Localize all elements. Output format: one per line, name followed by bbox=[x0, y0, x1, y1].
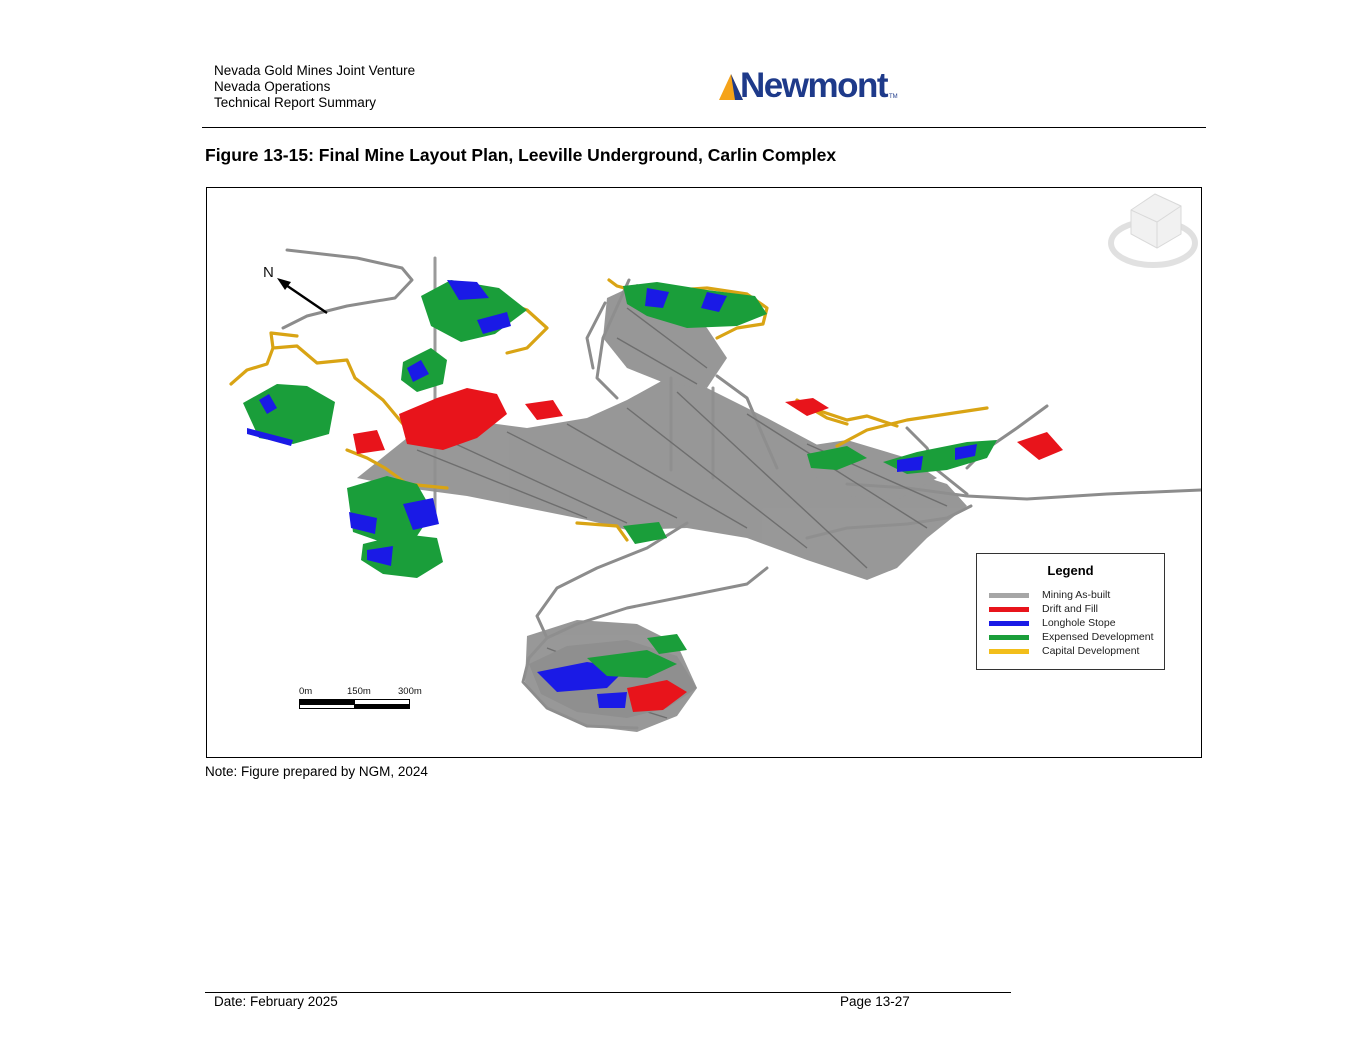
legend-swatch bbox=[989, 621, 1029, 626]
map-legend bbox=[976, 553, 1165, 670]
header-text bbox=[214, 63, 415, 111]
north-arrow-icon bbox=[277, 278, 327, 313]
footer-date: Date: February 2025 bbox=[214, 994, 338, 1009]
legend-label: Expensed Development bbox=[1042, 631, 1154, 643]
legend-swatch bbox=[989, 593, 1029, 598]
footer-rule bbox=[205, 992, 1011, 993]
scale-label-300: 300m bbox=[398, 686, 422, 697]
view-cube-icon bbox=[1111, 194, 1195, 265]
legend-item-mining-as-built bbox=[989, 589, 1110, 601]
legend-title: Legend bbox=[1047, 563, 1094, 578]
legend-swatch bbox=[989, 607, 1029, 612]
header-operations: Nevada Operations bbox=[214, 79, 331, 94]
scale-label-150: 150m bbox=[347, 686, 371, 697]
figure-title: Figure 13-15: Final Mine Layout Plan, Leeville Underground, Carlin Complex bbox=[205, 145, 837, 165]
legend-swatch bbox=[989, 635, 1029, 640]
footer-page-number: Page 13-27 bbox=[840, 994, 910, 1009]
legend-label: Longhole Stope bbox=[1042, 617, 1116, 629]
legend-item-expensed-development bbox=[989, 631, 1154, 643]
legend-item-drift-and-fill bbox=[989, 603, 1098, 615]
logo-wordmark: Newmont bbox=[740, 66, 887, 105]
scale-label-0: 0m bbox=[299, 686, 313, 697]
mine-layout-map bbox=[207, 188, 1201, 757]
mine-layout-figure bbox=[206, 187, 1202, 758]
legend-label: Drift and Fill bbox=[1042, 603, 1099, 615]
scale-lower-white bbox=[299, 704, 356, 709]
scale-lower-black bbox=[354, 704, 410, 709]
north-label: N bbox=[263, 264, 274, 281]
header-report: Technical Report Summary bbox=[214, 95, 377, 110]
north-stope-block bbox=[401, 280, 527, 392]
logo-trademark: TM bbox=[889, 94, 898, 100]
northwest-stope-block bbox=[243, 384, 335, 446]
legend-item-capital-development bbox=[989, 645, 1139, 657]
header-rule bbox=[202, 127, 1206, 128]
figure-note: Note: Figure prepared by NGM, 2024 bbox=[205, 764, 428, 779]
header-company: Nevada Gold Mines Joint Venture bbox=[214, 63, 416, 78]
scale-bar bbox=[299, 686, 422, 716]
newmont-logo bbox=[719, 66, 898, 104]
legend-swatch bbox=[989, 649, 1029, 654]
legend-item-longhole-stope bbox=[989, 617, 1116, 629]
legend-label: Mining As-built bbox=[1042, 589, 1111, 601]
legend-label: Capital Development bbox=[1042, 645, 1140, 657]
